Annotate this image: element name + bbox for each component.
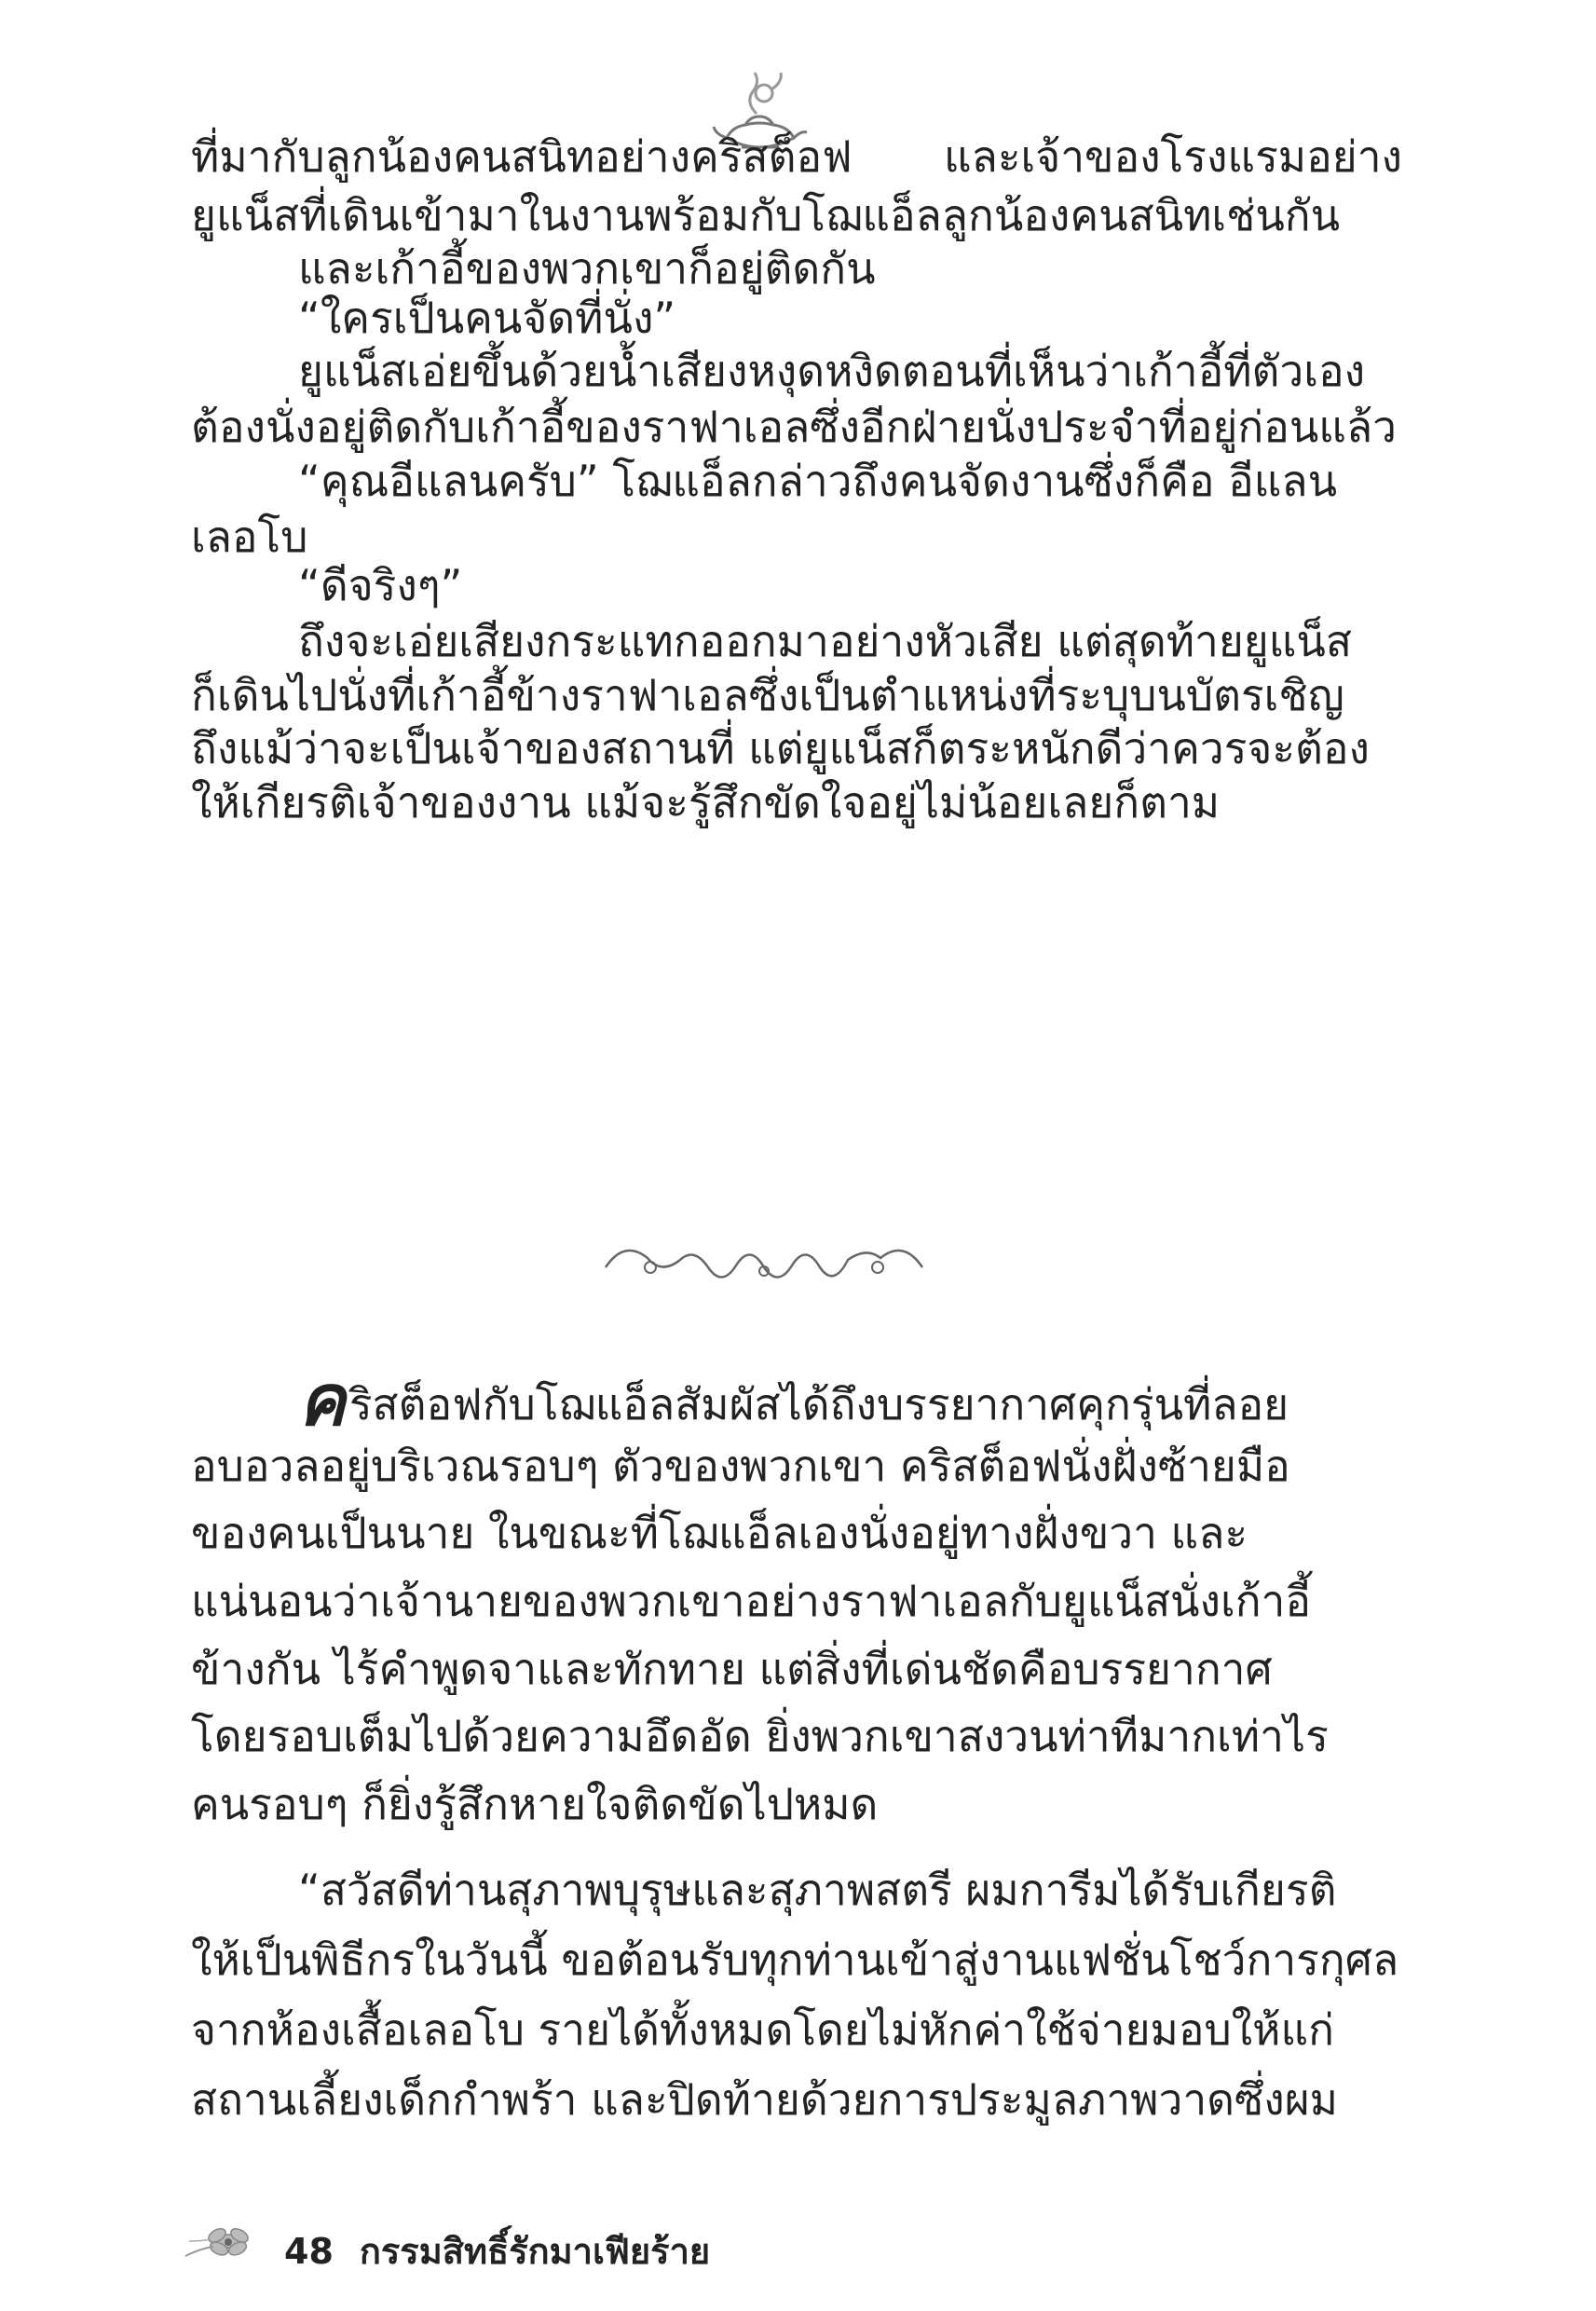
body-line: คนรอบๆ ก็ยิ่งรู้สึกหายใจติดขัดไปหมด (191, 1779, 879, 1829)
body-line: ริสต็อฟกับโฌแอ็ลสัมผัสได้ถึงบรรยากาศคุกรุ่นที่ลอย (348, 1379, 1289, 1429)
body-line: ถึงจะเอ่ยเสียงกระแทกออกมาอย่างหัวเสีย แต่สุดท้ายยูแน็ส (298, 616, 1352, 666)
body-line: อบอวลอยู่บริเวณรอบๆ ตัวของพวกเขา คริสต็อฟนั่งฝั่งซ้ายมือ (191, 1441, 1290, 1491)
body-line: ให้เกียรติเจ้าของงาน แม้จะรู้สึกขัดใจอยู่ไม่น้อยเลยก็ตาม (191, 777, 1221, 827)
body-line: และเก้าอี้ของพวกเขาก็อยู่ติดกัน (298, 243, 876, 294)
flower-icon (182, 2221, 266, 2265)
body-line: จากห้องเสื้อเลอโบ รายได้ทั้งหมดโดยไม่หักค่าใช้จ่ายมอบให้แก่ (191, 2004, 1334, 2055)
body-line: โดยรอบเต็มไปด้วยความอึดอัด ยิ่งพวกเขาสงวนท่าทีมากเท่าไร (191, 1711, 1329, 1761)
drop-cap: ค (298, 1359, 346, 1442)
page-number: 48 (284, 2231, 334, 2272)
body-line: “ใครเป็นคนจัดที่นั่ง” (298, 293, 676, 343)
body-line: ข้างกัน ไร้คำพูดจาและทักทาย แต่สิ่งที่เด่นชัดคือบรรยากาศ (191, 1644, 1273, 1694)
body-line: ต้องนั่งอยู่ติดกับเก้าอี้ของราฟาเอลซึ่งอีกฝ่ายนั่งประจำที่อยู่ก่อนแล้ว (191, 402, 1397, 452)
body-line: ก็เดินไปนั่งที่เก้าอี้ข้างราฟาเอลซึ่งเป็นตำแหน่งที่ระบุบนบัตรเชิญ (191, 670, 1344, 720)
body-line: “คุณอีแลนครับ” โฌแอ็ลกล่าวถึงคนจัดงานซึ่งก็คือ อีแลน (298, 456, 1338, 506)
body-line: ที่มากับลูกน้องคนสนิทอย่างคริสต็อฟ และเจ้าของโรงแรมอย่าง (191, 131, 1402, 182)
body-line: “ดีจริงๆ” (298, 560, 463, 610)
body-line-dropcap (298, 1359, 1402, 1442)
body-line: สถานเลี้ยงเด็กกำพร้า และปิดท้ายด้วยการประมูลภาพวาดซึ่งผม (191, 2074, 1338, 2125)
body-line: เลอโบ (191, 512, 308, 562)
footer-text (284, 2222, 710, 2279)
body-line: ยูแน็สเอ่ยขึ้นด้วยน้ำเสียงหงุดหงิดตอนที่เห็นว่าเก้าอี้ที่ตัวเอง (298, 346, 1366, 396)
body-line: ของคนเป็นนาย ในขณะที่โฌแอ็ลเองนั่งอยู่ทางฝั่งขวา และ (191, 1508, 1248, 1558)
swirl-divider-icon (596, 1230, 932, 1295)
body-line: ให้เป็นพิธีกรในวันนี้ ขอต้อนรับทุกท่านเข้าสู่งานแฟชั่นโชว์การกุศล (191, 1935, 1399, 1985)
body-line: ถึงแม้ว่าจะเป็นเจ้าของสถานที่ แต่ยูแน็สก็ตระหนักดีว่าควรจะต้อง (191, 723, 1371, 773)
body-line: แน่นอนว่าเจ้านายของพวกเขาอย่างราฟาเอลกับยูแน็สนั่งเก้าอี้ (191, 1576, 1311, 1626)
body-line: ยูแน็สที่เดินเข้ามาในงานพร้อมกับโฌแอ็ลลูกน้องคนสนิทเช่นกัน (191, 190, 1341, 240)
body-line: “สวัสดีท่านสุภาพบุรุษและสุภาพสตรี ผมการีมได้รับเกียรติ (298, 1865, 1337, 1915)
book-title: กรรมสิทธิ์รักมาเฟียร้าย (359, 2231, 711, 2272)
